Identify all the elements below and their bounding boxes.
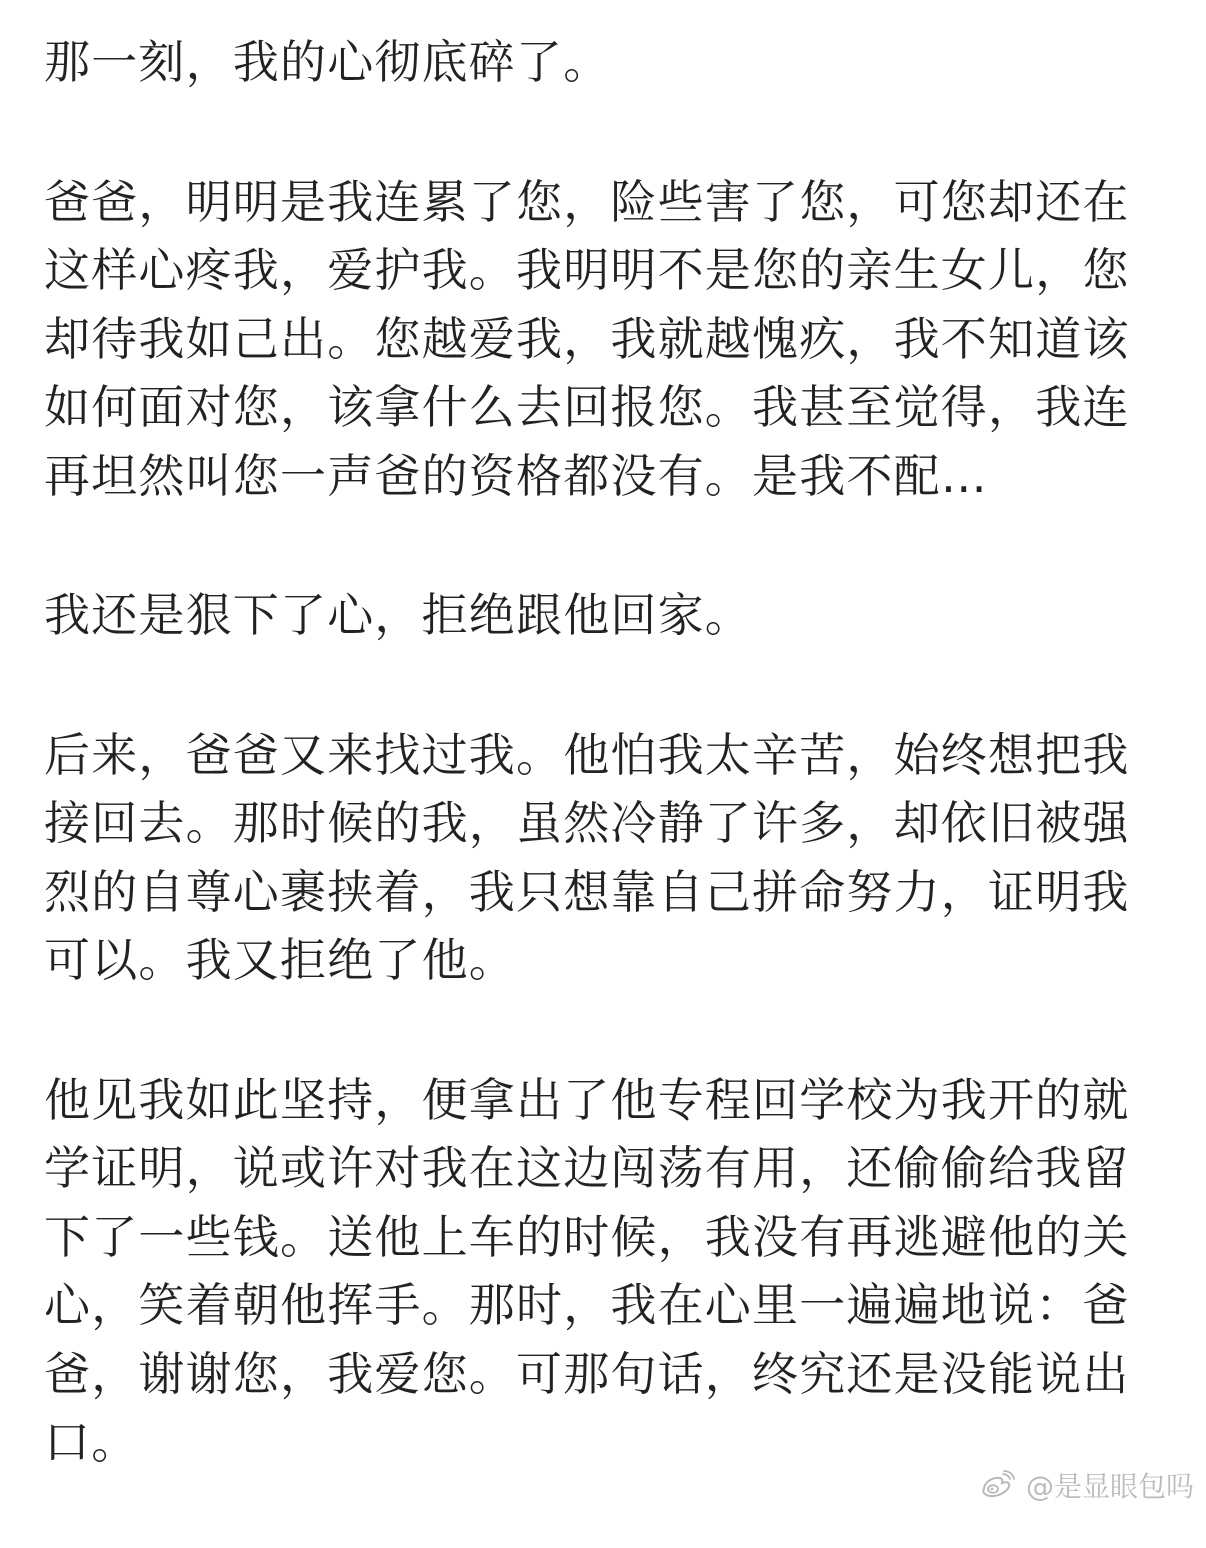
text-line: 口。 bbox=[44, 1415, 139, 1469]
text-line: 我还是狠下了心，拒绝跟他回家。 bbox=[44, 588, 752, 642]
paragraph bbox=[44, 168, 1144, 511]
text-line: 学证明，说或许对我在这边闯荡有用，还偷偷给我留 bbox=[44, 1141, 1130, 1195]
text-line: 却待我如己出。您越爱我，我就越愧疚，我不知道该 bbox=[44, 311, 1130, 366]
text-line: 心，笑着朝他挥手。那时，我在心里一遍遍地说：爸 bbox=[44, 1278, 1130, 1332]
text-line: 爸，谢谢您，我爱您。可那句话，终究还是没能说出 bbox=[44, 1346, 1130, 1401]
text-line: 他见我如此坚持，便拿出了他专程回学校为我开的就 bbox=[44, 1072, 1130, 1127]
text-line: 下了一些钱。送他上车的时候，我没有再逃避他的关 bbox=[44, 1209, 1130, 1264]
article-body bbox=[44, 28, 1144, 1548]
weibo-icon bbox=[976, 1469, 1016, 1501]
text-line: 爸爸，明明是我连累了您，险些害了您，可您却还在 bbox=[44, 174, 1130, 229]
paragraph bbox=[44, 721, 1144, 995]
text-line: 这样心疼我，爱护我。我明明不是您的亲生女儿，您 bbox=[44, 243, 1130, 297]
text-line: 那一刻，我的心彻底碎了。 bbox=[44, 35, 611, 89]
text-line: 接回去。那时候的我，虽然冷静了许多，却依旧被强 bbox=[44, 796, 1130, 850]
paragraph bbox=[44, 581, 1144, 650]
paragraph bbox=[44, 1066, 1144, 1477]
text-line: 再坦然叫您一声爸的资格都没有。是我不配… bbox=[44, 448, 988, 503]
text-line: 可以。我又拒绝了他。 bbox=[44, 933, 516, 987]
text-line: 后来，爸爸又来找过我。他怕我太辛苦，始终想把我 bbox=[44, 727, 1130, 782]
text-line: 烈的自尊心裹挟着，我只想靠自己拼命努力，证明我 bbox=[44, 864, 1130, 919]
watermark-text: @是显眼包吗 bbox=[1025, 1470, 1194, 1503]
text-line: 如何面对您，该拿什么去回报您。我甚至觉得，我连 bbox=[44, 380, 1130, 434]
paragraph bbox=[44, 28, 1144, 97]
weibo-watermark bbox=[976, 1465, 1194, 1505]
